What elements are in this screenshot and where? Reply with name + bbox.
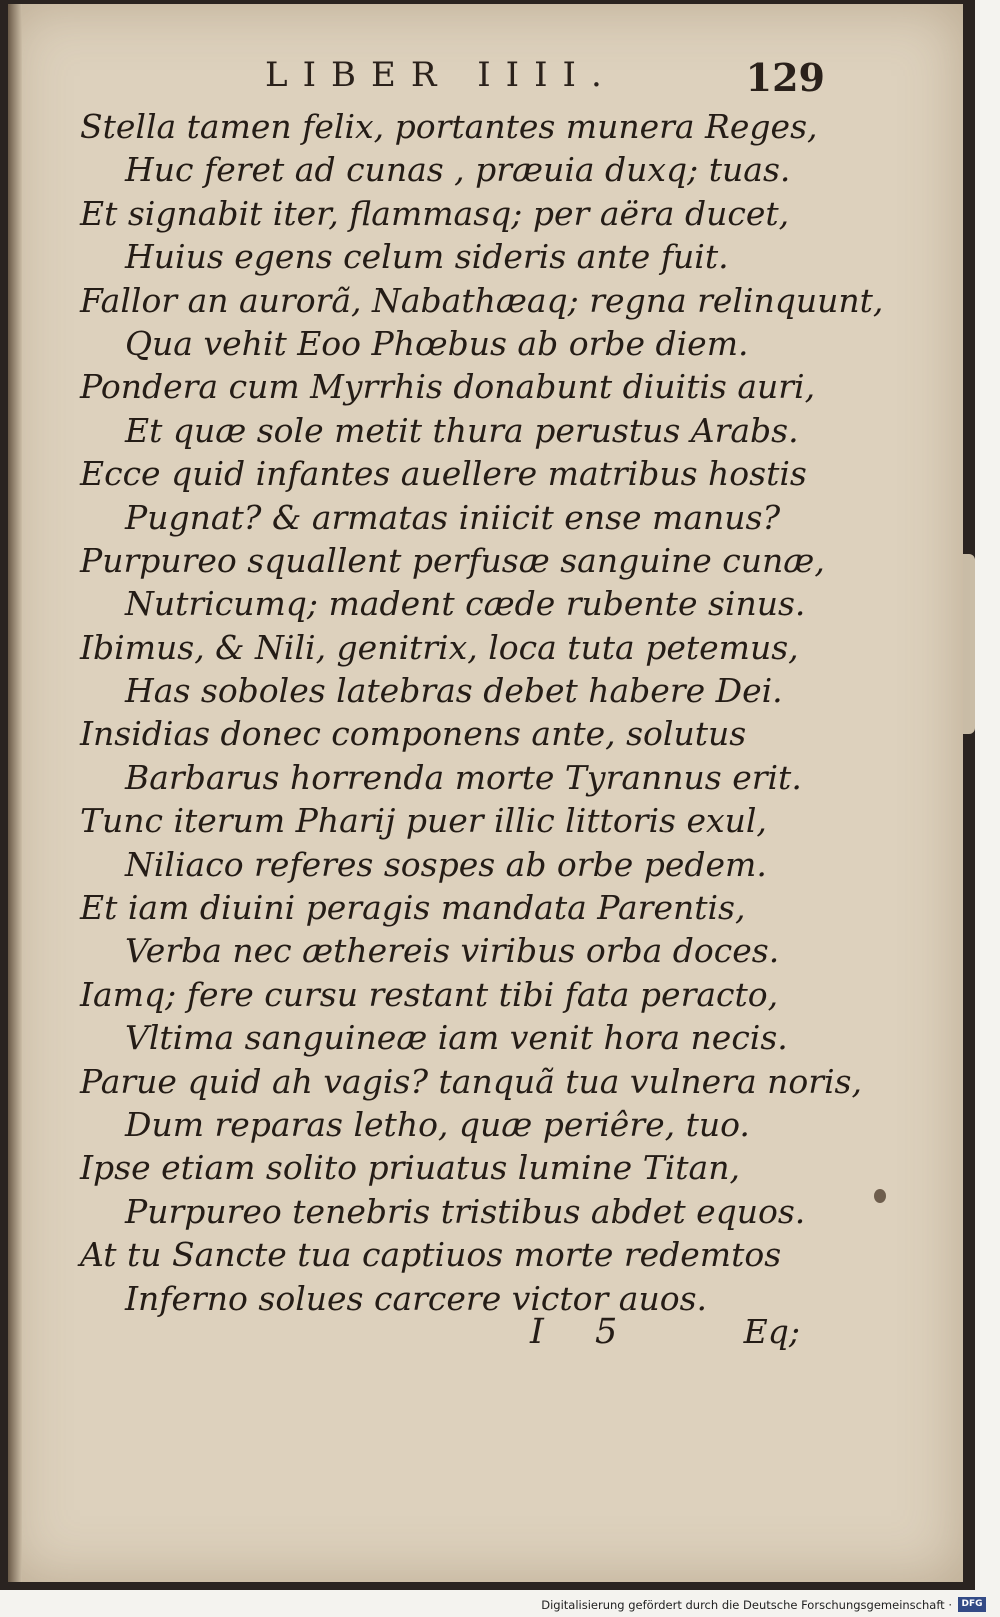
page-gutter [8, 4, 22, 1582]
verse-line: Ecce quid infantes auellere matribus hostis [80, 454, 807, 494]
verse-line: Qua vehit Eoo Phœbus ab orbe diem. [125, 323, 749, 363]
page-footer [530, 1312, 800, 1362]
verse-line: Niliaco referes sospes ab orbe pedem. [125, 844, 767, 884]
verse-line: Vltima sanguineæ iam venit hora necis. [125, 1018, 788, 1058]
verse-line: Nutricumq; madent cæde rubente sinus. [125, 584, 806, 624]
catchword: Eq; [743, 1312, 800, 1351]
verse-line: Et quæ sole metit thura perustus Arabs. [125, 410, 799, 450]
verse-line: Dum reparas letho, quæ periêre, tuo. [125, 1104, 750, 1144]
verse-line: Inferno solues carcere victor auos. [125, 1278, 708, 1318]
verse-line: Pondera cum Myrrhis donabunt diuitis auri, [80, 367, 816, 407]
verse-line: Purpureo tenebris tristibus abdet equos. [125, 1191, 806, 1231]
page-number: 129 [745, 55, 825, 100]
verse-line: Ibimus, & Nili, genitrix, loca tuta petemus, [80, 627, 799, 667]
signature-mark: I 5 [530, 1312, 638, 1352]
verse-line: Has soboles latebras debet habere Dei. [125, 671, 783, 711]
page-header [265, 55, 825, 105]
verse-line: Et iam diuini peragis mandata Parentis, [80, 888, 746, 928]
verse-line: Iamq; fere cursu restant tibi fata peracto, [80, 974, 779, 1014]
verse-line: Pugnat? & armatas iniicit ense manus? [125, 497, 781, 537]
digitization-bar [0, 1594, 1000, 1617]
verse-block [80, 105, 884, 1320]
verse-line: Insidias donec componens ante, solutus [80, 714, 747, 754]
dfg-logo: DFG [958, 1597, 986, 1612]
page-fold [963, 554, 975, 734]
ink-blot [874, 1189, 886, 1203]
verse-line: Parue quid ah vagis? tanquã tua vulnera noris, [80, 1061, 862, 1101]
verse-line: Stella tamen felix, portantes munera Reges, [80, 107, 818, 146]
running-title: LIBER IIII. [265, 55, 617, 95]
verse-line: At tu Sancte tua captiuos morte redemtos [80, 1235, 782, 1275]
verse-line: Purpureo squallent perfusæ sanguine cunæ, [80, 540, 825, 580]
verse-line: Verba nec æthereis viribus orba doces. [125, 931, 780, 971]
verse-line: Fallor an aurorã, Nabathæaq; regna relinquunt, [80, 280, 884, 320]
verse-line: Huius egens celum sideris ante fuit. [125, 237, 729, 277]
digitization-notice: Digitalisierung gefördert durch die Deutsche Forschungsgemeinschaft · [541, 1598, 952, 1612]
verse-line: Barbarus horrenda morte Tyrannus erit. [125, 757, 802, 797]
verse-line: Huc feret ad cunas , præuia duxq; tuas. [125, 150, 791, 190]
verse-line: Tunc iterum Pharij puer illic littoris exul, [80, 801, 767, 841]
verse-line: Et signabit iter, flammasq; per aëra ducet, [80, 193, 790, 233]
verse-line: Ipse etiam solito priuatus lumine Titan, [80, 1148, 740, 1188]
